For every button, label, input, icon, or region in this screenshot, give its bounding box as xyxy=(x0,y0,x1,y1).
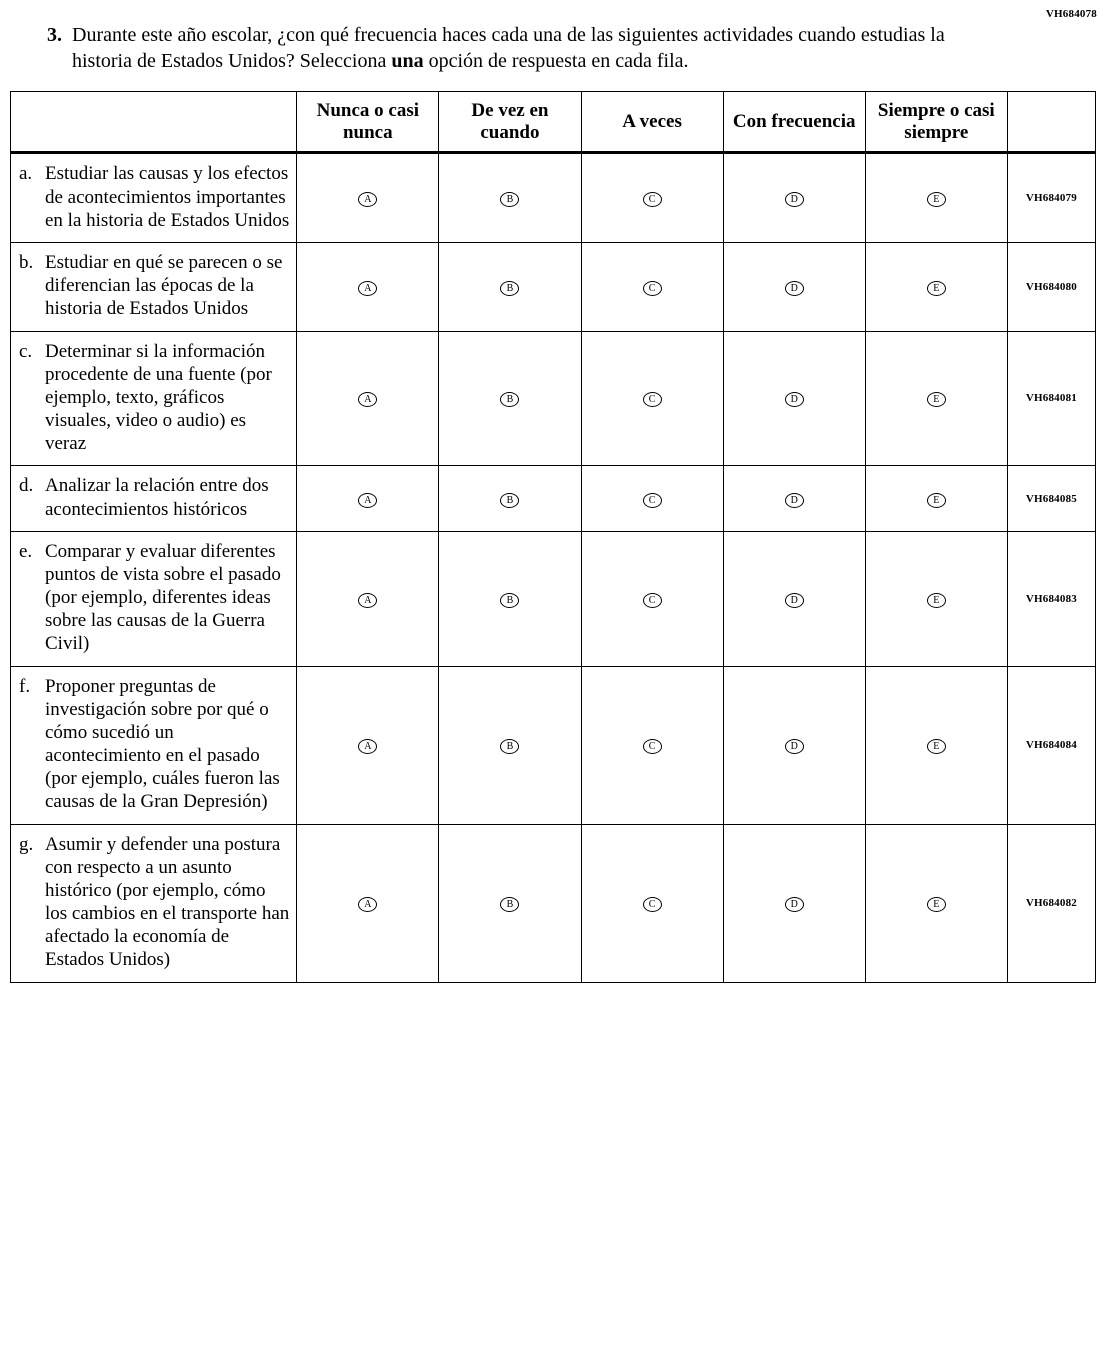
table-row xyxy=(11,242,1096,331)
option-b-row-c[interactable] xyxy=(439,331,581,466)
row-code-g: VH684082 xyxy=(1007,824,1095,982)
bubble-option-e[interactable]: E xyxy=(927,192,946,207)
option-a-row-b[interactable] xyxy=(297,242,439,331)
row-label-b xyxy=(11,242,297,331)
bubble-option-c[interactable]: C xyxy=(643,192,662,207)
option-e-row-b[interactable] xyxy=(865,242,1007,331)
option-c-row-b[interactable] xyxy=(581,242,723,331)
bubble-option-a[interactable]: A xyxy=(358,739,377,754)
bubble-option-e[interactable]: E xyxy=(927,739,946,754)
bubble-option-a[interactable]: A xyxy=(358,593,377,608)
bubble-option-d[interactable]: D xyxy=(785,593,804,608)
table-row xyxy=(11,666,1096,824)
column-header-never: Nunca o casi nunca xyxy=(297,91,439,153)
option-b-row-b[interactable] xyxy=(439,242,581,331)
row-label-g xyxy=(11,824,297,982)
option-e-row-e[interactable] xyxy=(865,531,1007,666)
bubble-option-b[interactable]: B xyxy=(500,281,519,296)
question-number: 3. xyxy=(47,24,62,46)
option-c-row-e[interactable] xyxy=(581,531,723,666)
question-text-part1: Durante este año escolar, ¿con qué frecuencia haces cada una de las siguientes actividades cuando estudias la historia de Estados Unidos? Selecciona xyxy=(72,24,945,73)
bubble-option-b[interactable]: B xyxy=(500,392,519,407)
question-text-part2: opción de respuesta en cada fila. xyxy=(423,50,689,73)
option-b-row-f[interactable] xyxy=(439,666,581,824)
option-d-row-f[interactable] xyxy=(723,666,865,824)
row-text: Estudiar las causas y los efectos de acontecimientos importantes en la historia de Estados Unidos xyxy=(45,163,290,231)
row-text: Comparar y evaluar diferentes puntos de vista sobre el pasado (por ejemplo, diferentes ideas sobre las causas de la Guerra Civil) xyxy=(45,540,281,655)
bubble-option-e[interactable]: E xyxy=(927,392,946,407)
bubble-option-a[interactable]: A xyxy=(358,392,377,407)
question-stem xyxy=(0,0,1107,85)
bubble-option-d[interactable]: D xyxy=(785,493,804,508)
bubble-option-a[interactable]: A xyxy=(358,493,377,508)
bubble-option-b[interactable]: B xyxy=(500,593,519,608)
column-header-code xyxy=(1007,91,1095,153)
row-code-e: VH684083 xyxy=(1007,531,1095,666)
option-e-row-g[interactable] xyxy=(865,824,1007,982)
bubble-option-d[interactable]: D xyxy=(785,739,804,754)
option-a-row-f[interactable] xyxy=(297,666,439,824)
table-row xyxy=(11,153,1096,243)
row-code-f: VH684084 xyxy=(1007,666,1095,824)
row-code-b: VH684080 xyxy=(1007,242,1095,331)
bubble-option-d[interactable]: D xyxy=(785,281,804,296)
option-d-row-a[interactable] xyxy=(723,153,865,243)
bubble-option-c[interactable]: C xyxy=(643,281,662,296)
option-e-row-f[interactable] xyxy=(865,666,1007,824)
bubble-option-d[interactable]: D xyxy=(785,192,804,207)
option-a-row-d[interactable] xyxy=(297,466,439,531)
bubble-option-a[interactable]: A xyxy=(358,897,377,912)
option-e-row-c[interactable] xyxy=(865,331,1007,466)
row-label-a xyxy=(11,153,297,243)
option-d-row-b[interactable] xyxy=(723,242,865,331)
option-a-row-g[interactable] xyxy=(297,824,439,982)
bubble-option-b[interactable]: B xyxy=(500,493,519,508)
option-b-row-e[interactable] xyxy=(439,531,581,666)
survey-table xyxy=(10,91,1096,983)
row-letter: d. xyxy=(19,475,34,497)
column-header-often: Con frecuencia xyxy=(723,91,865,153)
table-row xyxy=(11,531,1096,666)
bubble-option-c[interactable]: C xyxy=(643,593,662,608)
row-text: Proponer preguntas de investigación sobre por qué o cómo sucedió un acontecimiento en el pasado (por ejemplo, cuáles fueron las causas de la Gran Depresión) xyxy=(45,675,280,813)
option-b-row-g[interactable] xyxy=(439,824,581,982)
bubble-option-c[interactable]: C xyxy=(643,897,662,912)
row-code-d: VH684085 xyxy=(1007,466,1095,531)
column-header-onceinawhile: De vez en cuando xyxy=(439,91,581,153)
bubble-option-c[interactable]: C xyxy=(643,392,662,407)
row-letter: f. xyxy=(19,675,31,697)
column-header-always: Siempre o casi siempre xyxy=(865,91,1007,153)
row-label-d xyxy=(11,466,297,531)
option-d-row-d[interactable] xyxy=(723,466,865,531)
bubble-option-e[interactable]: E xyxy=(927,493,946,508)
option-c-row-c[interactable] xyxy=(581,331,723,466)
table-row xyxy=(11,466,1096,531)
option-b-row-d[interactable] xyxy=(439,466,581,531)
row-code-c: VH684081 xyxy=(1007,331,1095,466)
row-letter: c. xyxy=(19,340,33,362)
page-item-code: VH684078 xyxy=(1045,8,1097,20)
option-c-row-f[interactable] xyxy=(581,666,723,824)
bubble-option-e[interactable]: E xyxy=(927,593,946,608)
bubble-option-d[interactable]: D xyxy=(785,392,804,407)
option-c-row-a[interactable] xyxy=(581,153,723,243)
question-text xyxy=(72,22,952,75)
bubble-option-b[interactable]: B xyxy=(500,739,519,754)
row-letter: e. xyxy=(19,540,33,562)
bubble-option-b[interactable]: B xyxy=(500,897,519,912)
option-e-row-a[interactable] xyxy=(865,153,1007,243)
row-letter: a. xyxy=(19,163,33,185)
row-text: Determinar si la información procedente de una fuente (por ejemplo, texto, gráficos visuales, video o audio) es veraz xyxy=(45,340,272,455)
option-d-row-e[interactable] xyxy=(723,531,865,666)
bubble-option-a[interactable]: A xyxy=(358,192,377,207)
table-header-row xyxy=(11,91,1096,153)
row-label-c xyxy=(11,331,297,466)
bubble-option-d[interactable]: D xyxy=(785,897,804,912)
row-text: Estudiar en qué se parecen o se diferencian las épocas de la historia de Estados Unidos xyxy=(45,251,283,320)
bubble-option-e[interactable]: E xyxy=(927,281,946,296)
table-row xyxy=(11,824,1096,982)
row-code-a: VH684079 xyxy=(1007,153,1095,243)
row-text: Asumir y defender una postura con respecto a un asunto histórico (por ejemplo, cómo los cambios en el transporte han afectado la economía de Estados Unidos) xyxy=(45,833,290,971)
option-a-row-c[interactable] xyxy=(297,331,439,466)
option-c-row-g[interactable] xyxy=(581,824,723,982)
option-d-row-g[interactable] xyxy=(723,824,865,982)
row-letter: g. xyxy=(19,833,34,855)
option-c-row-d[interactable] xyxy=(581,466,723,531)
row-text: Analizar la relación entre dos acontecimientos históricos xyxy=(45,475,269,520)
option-a-row-a[interactable] xyxy=(297,153,439,243)
column-header-sometimes: A veces xyxy=(581,91,723,153)
bubble-option-a[interactable]: A xyxy=(358,281,377,296)
row-label-e xyxy=(11,531,297,666)
row-label-f xyxy=(11,666,297,824)
bubble-option-b[interactable]: B xyxy=(500,192,519,207)
bubble-option-e[interactable]: E xyxy=(927,897,946,912)
table-row xyxy=(11,331,1096,466)
row-letter: b. xyxy=(19,251,34,273)
option-d-row-c[interactable] xyxy=(723,331,865,466)
column-header-blank xyxy=(11,91,297,153)
bubble-option-c[interactable]: C xyxy=(643,493,662,508)
question-text-emphasis: una xyxy=(391,50,424,73)
bubble-option-c[interactable]: C xyxy=(643,739,662,754)
option-b-row-a[interactable] xyxy=(439,153,581,243)
option-a-row-e[interactable] xyxy=(297,531,439,666)
option-e-row-d[interactable] xyxy=(865,466,1007,531)
